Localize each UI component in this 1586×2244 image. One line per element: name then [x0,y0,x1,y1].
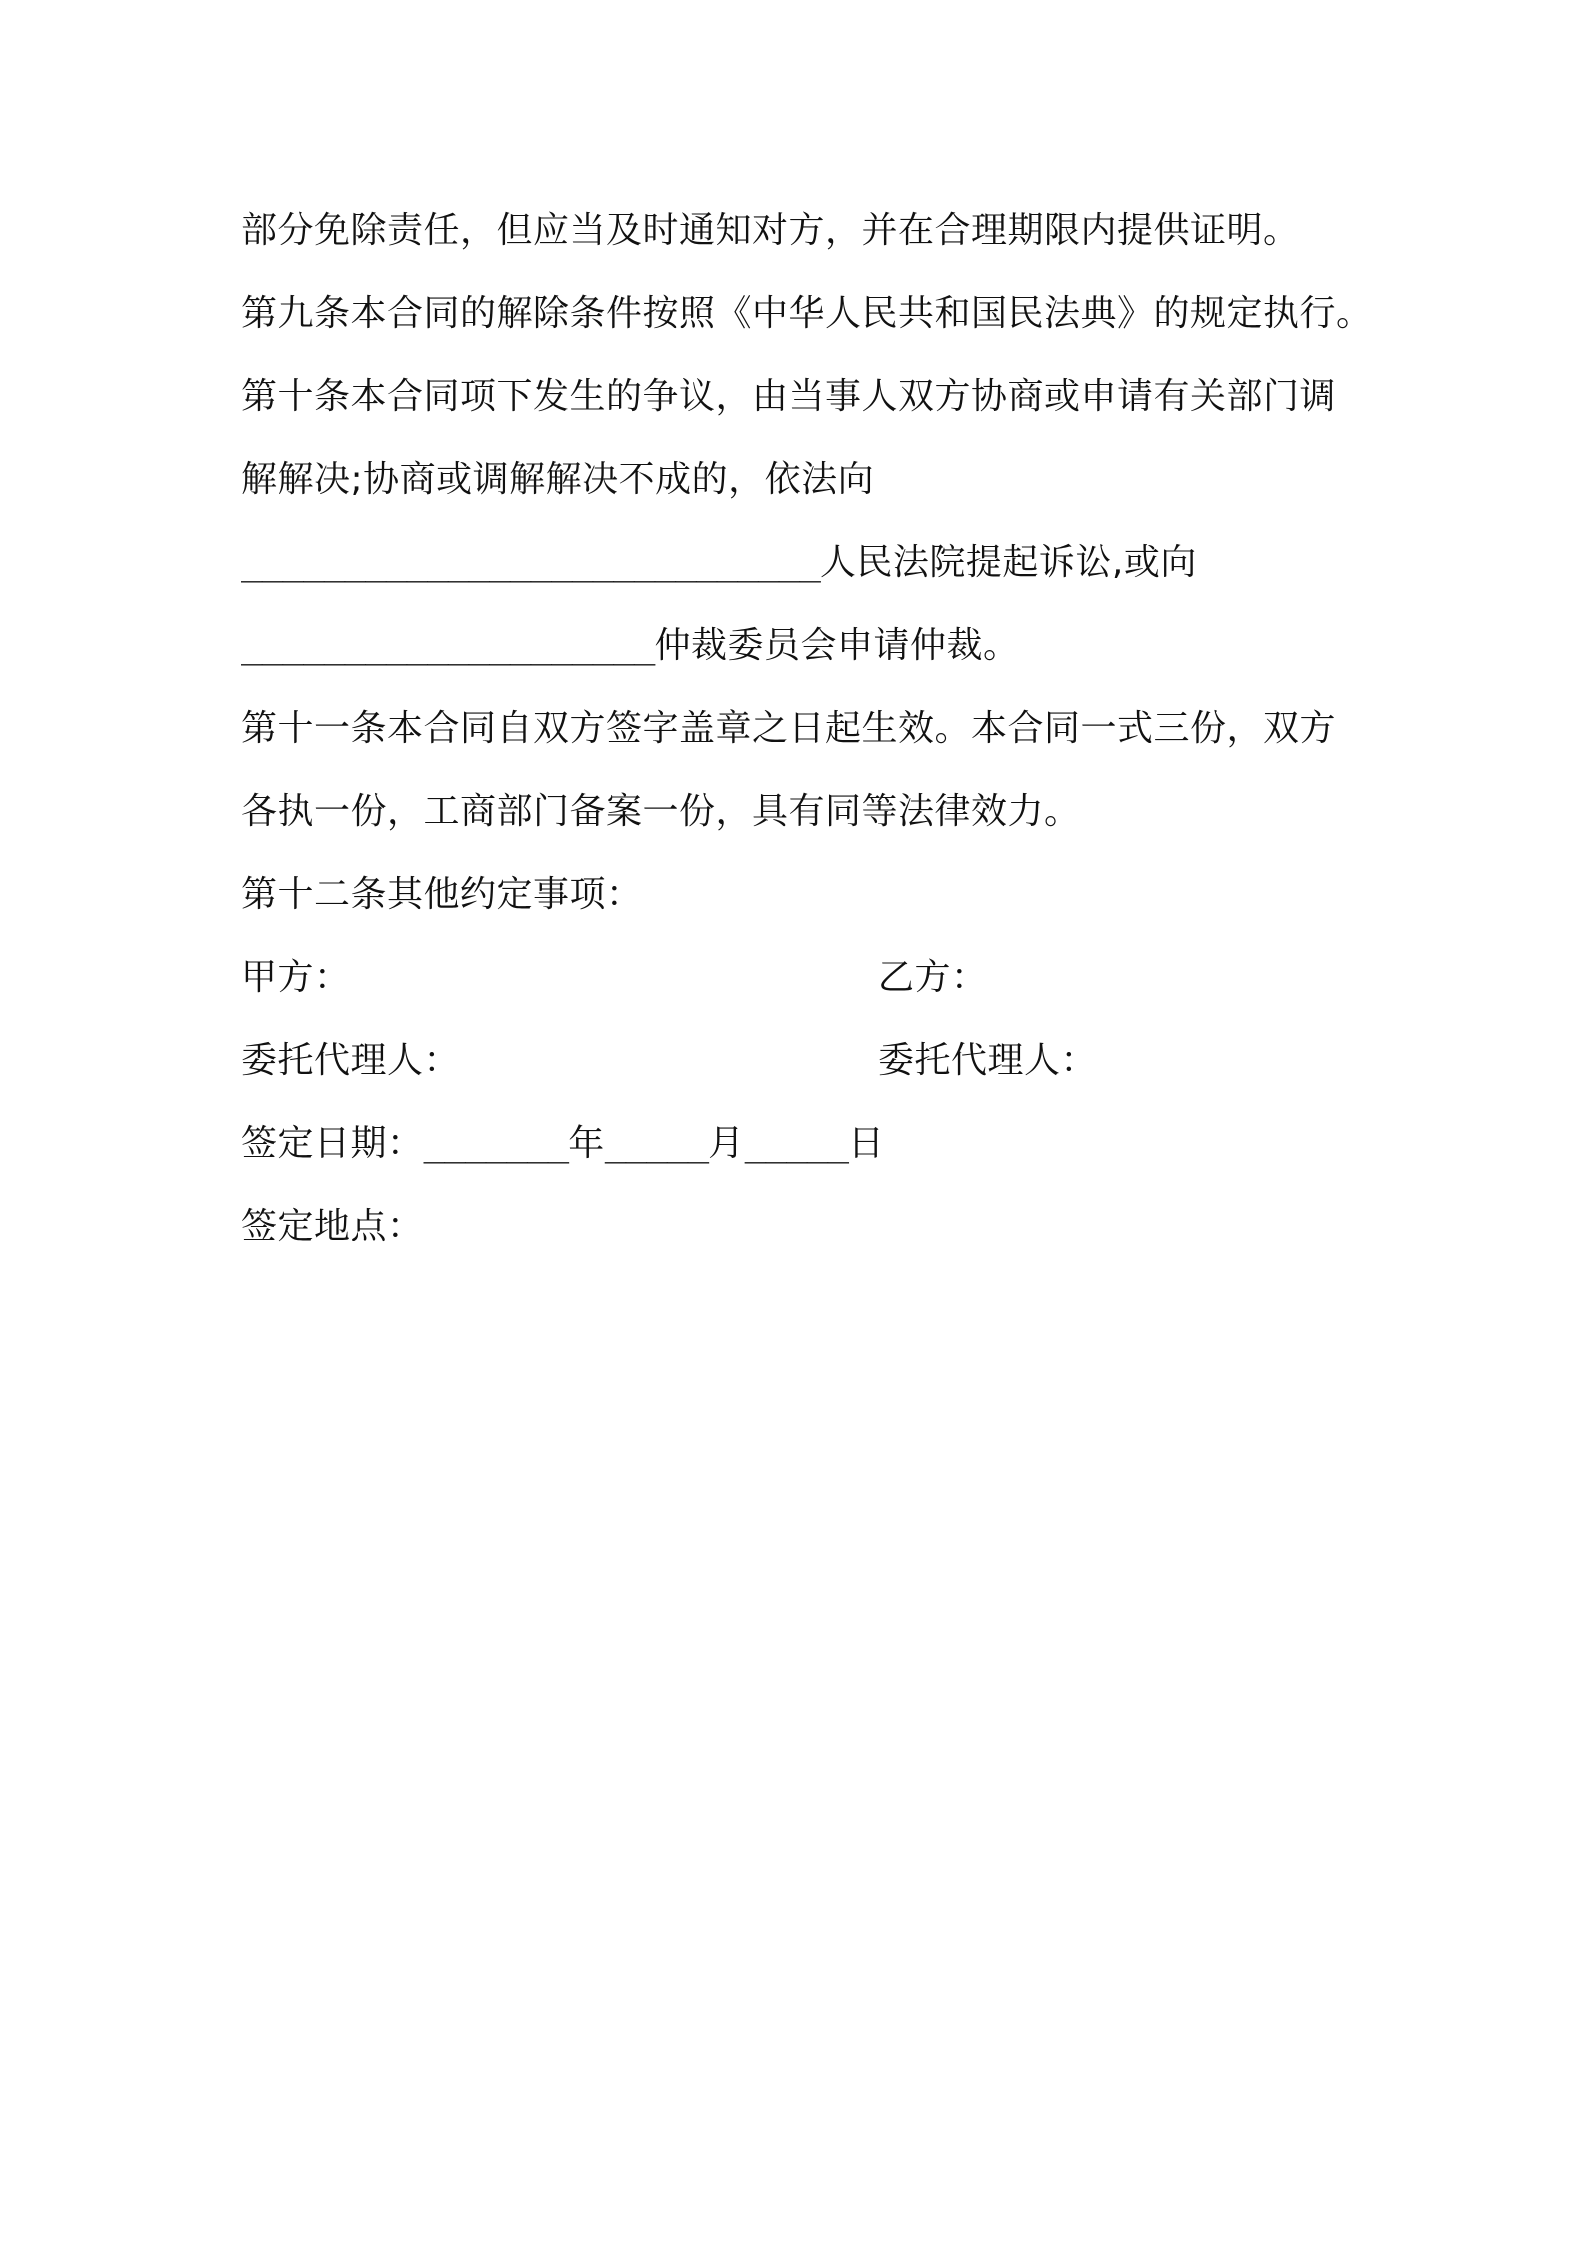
paragraph-force-majeure-end: 部分免除责任，但应当及时通知对方，并在合理期限内提供证明。 [241,210,1300,251]
signing-date-label: 签定日期： [241,1123,424,1164]
agent-b-label: 委托代理人： [878,1040,1098,1081]
year-char: 年 [568,1123,605,1164]
month-blank: _____ [604,1123,709,1164]
signing-date-line [241,1119,1361,1169]
paragraph-article-11-line2: 各执一份，工商部门备案一份，具有同等法律效力。 [241,791,1081,832]
month-char: 月 [708,1123,745,1164]
day-blank: _____ [744,1123,849,1164]
paragraph-article-9: 第九条本合同的解除条件按照《中华人民共和国民法典》的规定执行。 [241,293,1373,334]
arbitration-line [241,621,1361,671]
agent-a-label: 委托代理人： [241,1040,461,1081]
day-char: 日 [848,1123,885,1164]
paragraph-article-12: 第十二条其他约定事项： [241,874,643,915]
party-b-label: 乙方： [878,957,988,998]
paragraph-article-11-line1: 第十一条本合同自双方签字盖章之日起生效。本合同一式三份，双方 [241,708,1337,749]
court-text: 人民法院提起诉讼,或向 [819,542,1197,583]
court-blank: ____________________________ [241,542,820,583]
signing-place-label: 签定地点： [241,1206,424,1247]
court-line [241,538,1361,588]
party-a-label: 甲方： [241,957,351,998]
paragraph-article-10-line2: 解解决;协商或调解解决不成的，依法向 [241,459,875,500]
arbitration-blank: ____________________ [241,625,655,666]
year-blank: _______ [423,1123,569,1164]
arbitration-text: 仲裁委员会申请仲裁。 [654,625,1020,666]
paragraph-article-10-line1: 第十条本合同项下发生的争议，由当事人双方协商或申请有关部门调 [241,376,1337,417]
